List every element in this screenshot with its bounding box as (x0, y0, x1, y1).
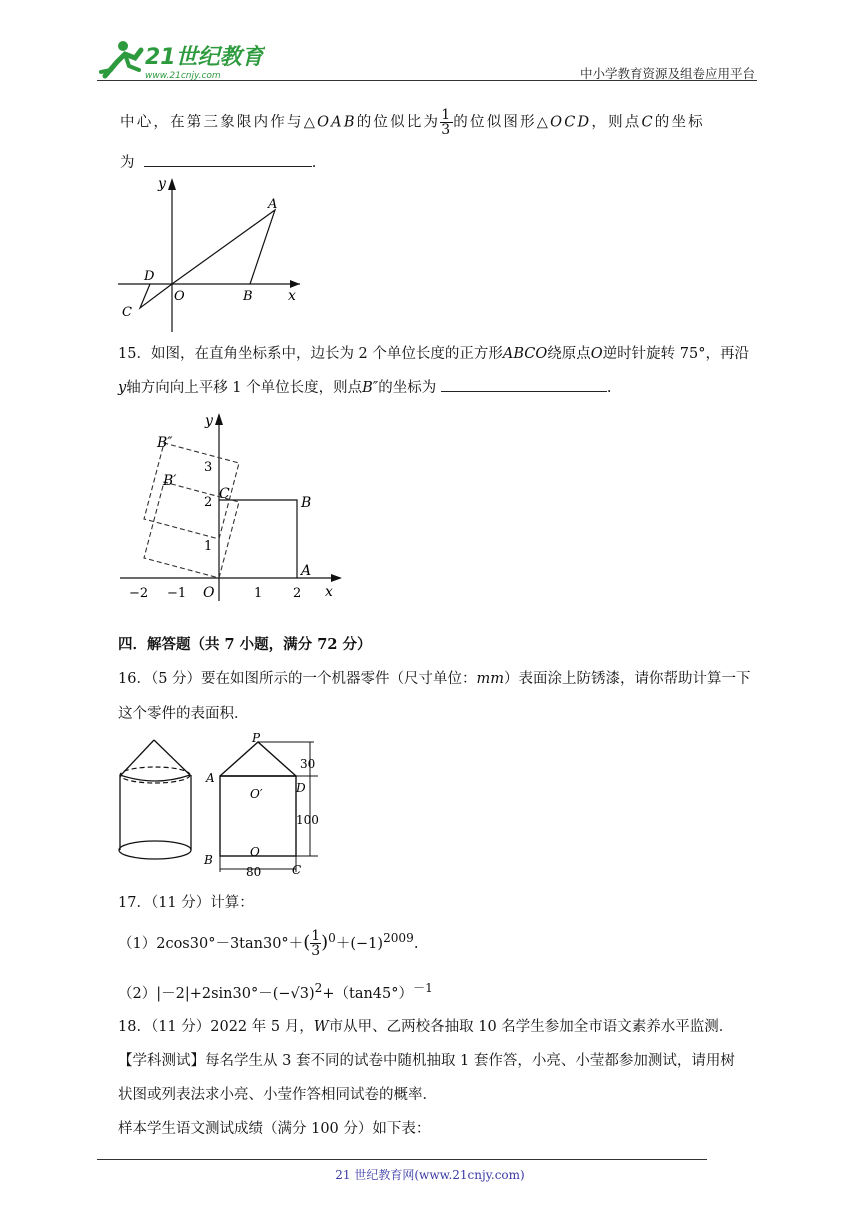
q14-fraction: $\frac{1}{3}$ (441, 107, 453, 138)
q15-tick-xm1: −1 (167, 586, 187, 601)
q16-line2: 这个零件的表面积． (118, 706, 249, 722)
q15-tick-3: 3 (204, 460, 213, 475)
q16-dim-100: 100 (296, 813, 319, 827)
q16-3d-figure (115, 735, 205, 870)
q15-tick-xm2: −2 (129, 586, 149, 601)
q18-line2: 【学科测试】每名学生从 3 套不同的试卷中随机抽取 1 套作答，小亮、小莹都参加测试，请用树 (118, 1053, 735, 1069)
q15-label-y: y (205, 413, 213, 429)
q15-label-o: O (203, 585, 215, 601)
q15-y-arrow-icon (215, 413, 223, 425)
q16-dim-30: 30 (300, 757, 316, 771)
q14-triangle-ocd (140, 284, 172, 308)
logo-runner-icon (95, 36, 265, 84)
q15-tick-1: 1 (204, 539, 213, 554)
header-divider (97, 80, 757, 81)
q15-tick-x1: 1 (254, 586, 263, 601)
q17-title: 17．（11 分）计算： (118, 895, 254, 911)
q14-label-o: O (174, 289, 185, 304)
q14-x-arrow-icon (290, 280, 300, 288)
q15-label-b: B (301, 495, 312, 511)
site-logo (95, 36, 265, 84)
q16-dim-80: 80 (246, 865, 262, 879)
q16-label-p: P (252, 731, 261, 745)
q15-figure (115, 405, 355, 605)
q14-figure (110, 170, 310, 340)
q18-line3: 状图或列表法求小亮、小莹作答相同试卷的概率． (118, 1087, 437, 1103)
q15-label-a: A (301, 563, 312, 579)
q17-part1: （1）2cos30°－3tan30°＋( $\frac{1}{3}$ )$^0+(-1)^{2009}$. (118, 928, 419, 960)
q16-label-b: B (204, 853, 213, 867)
q14-triangle-oab (172, 210, 275, 284)
q16-roof (220, 742, 296, 776)
footer-divider (97, 1159, 707, 1160)
q17-part2: $(2)|-2|+2\sin 30^\circ-(-√3)^2+(\tan 45^\circ)^{-1}$ (118, 981, 433, 1002)
q18-line4: 样本学生语文测试成绩（满分 100 分）如下表： (118, 1121, 431, 1137)
section-heading: 四．解答题（共 7 小题，满分 72 分） (118, 636, 372, 653)
q15-line1: 15．如图，在直角坐标系中，边长为 2 个单位长度的正方形ABCO绕原点O逆时针旋转 75°，再沿 (118, 346, 749, 362)
q16-label-oprime: O′ (250, 787, 263, 801)
q16-label-a: A (206, 771, 215, 785)
q15-label-bpp: B″ (157, 435, 173, 451)
q15-tick-2: 2 (204, 495, 213, 510)
q14-answer-blank[interactable] (144, 152, 312, 167)
logo-text: 21世纪教育 (145, 45, 264, 70)
q18-line1: 18．（11 分）2022 年 5 月，W市从甲、乙两校各抽取 10 名学生参加全市语文素养水平监测． (118, 1019, 734, 1035)
q15-x-arrow-icon (331, 574, 342, 582)
footer-link[interactable]: 21 世纪教育网(www.21cnjy.com) (335, 1168, 525, 1182)
q14-label-x: x (288, 288, 296, 304)
q16-label-c: C (292, 863, 302, 877)
logo-url: www.21cnjy.com (145, 71, 221, 81)
q15-label-x: x (325, 584, 333, 600)
q15-label-bp: B′ (163, 473, 177, 489)
q16-label-d: D (296, 781, 306, 795)
q14-label-c: C (122, 305, 132, 320)
q14-label-b: B (243, 289, 253, 304)
q14-line2: 为 . (120, 152, 316, 173)
q15-tick-x2: 2 (293, 586, 302, 601)
q16-line1: 16．（5 分）要在如图所示的一个机器零件（尺寸单位：mm）表面涂上防锈漆，请你帮助计算一下 (118, 671, 751, 687)
q16-section-figure (200, 728, 340, 880)
q15-answer-blank[interactable] (441, 377, 607, 392)
q14-label-y: y (158, 176, 166, 192)
header-platform-text: 中小学教育资源及组卷应用平台 (579, 66, 755, 81)
q14-y-arrow-icon (168, 178, 176, 190)
q14-line1: 中心，在第三象限内作与△OAB的位似比为 $\frac{1}{3}$ 的位似图形△OCD，则点C的坐标 (120, 107, 705, 138)
q14-label-d: D (144, 269, 155, 284)
q15-line2: y轴方向向上平移 1 个单位长度，则点B″的坐标为 . (118, 377, 611, 398)
q16-label-o: O (250, 845, 260, 859)
q14-label-a: A (268, 197, 278, 212)
q15-label-c: C (219, 486, 230, 502)
q15-square-abco (219, 500, 297, 578)
